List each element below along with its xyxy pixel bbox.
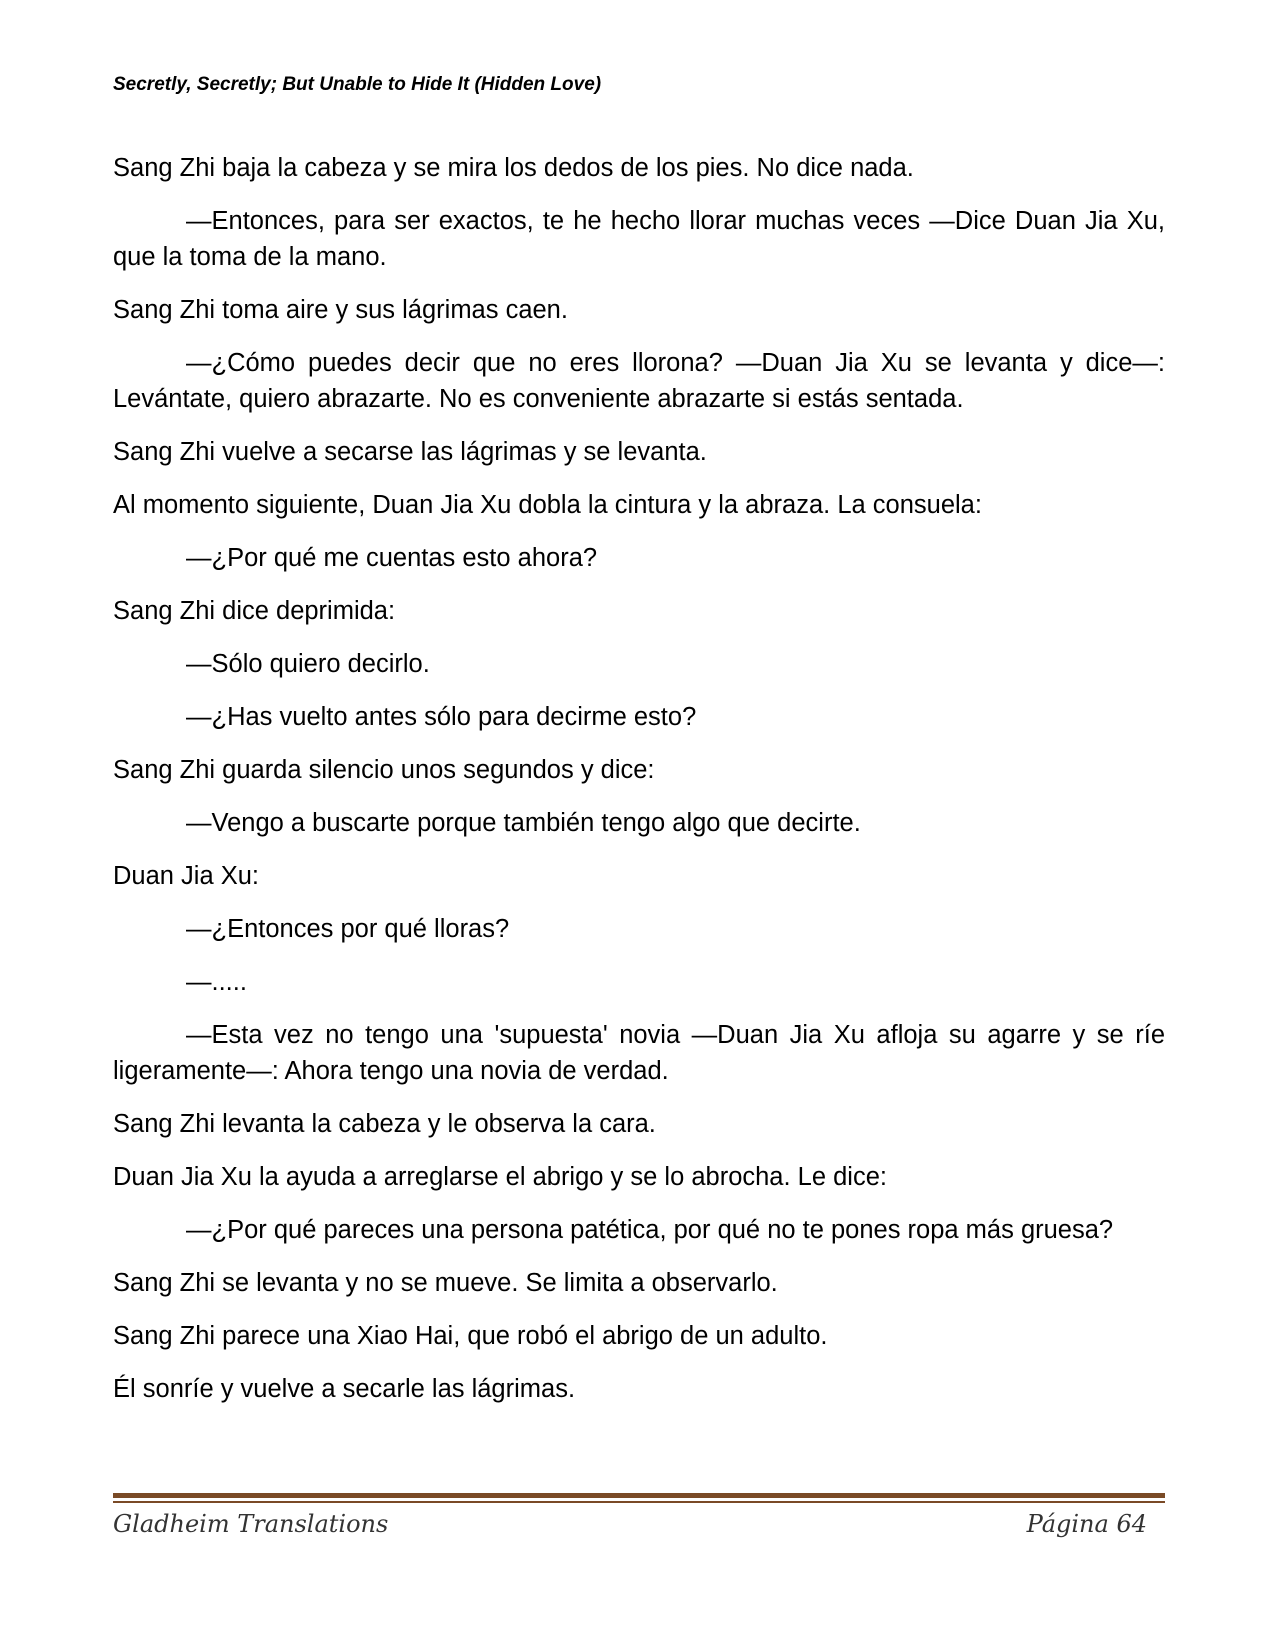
dialogue-paragraph: —¿Por qué me cuentas esto ahora? bbox=[186, 544, 598, 572]
footer-rule-thin bbox=[113, 1501, 1165, 1503]
narrative-paragraph: Sang Zhi levanta la cabeza y le observa la cara. bbox=[113, 1110, 656, 1138]
narrative-paragraph: Sang Zhi toma aire y sus lágrimas caen. bbox=[113, 296, 568, 324]
footer-page-number: Página 64 bbox=[1026, 1510, 1147, 1538]
footer-publisher: Gladheim Translations bbox=[113, 1510, 389, 1538]
dialogue-paragraph: —¿Entonces por qué lloras? bbox=[186, 915, 510, 943]
narrative-paragraph: Sang Zhi baja la cabeza y se mira los dedos de los pies. No dice nada. bbox=[113, 154, 914, 182]
dialogue-paragraph: —Vengo a buscarte porque también tengo algo que decirte. bbox=[186, 809, 861, 837]
narrative-paragraph: Duan Jia Xu la ayuda a arreglarse el abrigo y se lo abrocha. Le dice: bbox=[113, 1163, 887, 1191]
narrative-paragraph: Al momento siguiente, Duan Jia Xu dobla la cintura y la abraza. La consuela: bbox=[113, 491, 982, 519]
narrative-paragraph: Sang Zhi guarda silencio unos segundos y dice: bbox=[113, 756, 655, 784]
narrative-paragraph: Sang Zhi dice deprimida: bbox=[113, 597, 396, 625]
footer-rule-thick bbox=[113, 1493, 1165, 1498]
dialogue-paragraph: —¿Por qué pareces una persona patética, por qué no te pones ropa más gruesa? bbox=[186, 1216, 1114, 1244]
narrative-paragraph: Duan Jia Xu: bbox=[113, 862, 260, 890]
dialogue-paragraph: —..... bbox=[186, 968, 247, 996]
body-text bbox=[113, 150, 1165, 1424]
dialogue-paragraph: —Sólo quiero decirlo. bbox=[186, 650, 430, 678]
dialogue-paragraph: —¿Has vuelto antes sólo para decirme esto? bbox=[186, 703, 697, 731]
dialogue-paragraph: —Esta vez no tengo una 'supuesta' novia —Duan Jia Xu afloja su agarre y se ríe ligeramente—: Ahora tengo una novia de verdad. bbox=[113, 1021, 1165, 1085]
narrative-paragraph: Él sonríe y vuelve a secarle las lágrimas. bbox=[113, 1375, 576, 1403]
running-header: Secretly, Secretly; But Unable to Hide It (Hidden Love) bbox=[113, 74, 602, 95]
narrative-paragraph: Sang Zhi vuelve a secarse las lágrimas y se levanta. bbox=[113, 438, 707, 466]
narrative-paragraph: Sang Zhi se levanta y no se mueve. Se limita a observarlo. bbox=[113, 1269, 778, 1297]
dialogue-paragraph: —Entonces, para ser exactos, te he hecho llorar muchas veces —Dice Duan Jia Xu, que la toma de la mano. bbox=[113, 207, 1165, 271]
dialogue-paragraph: —¿Cómo puedes decir que no eres llorona? —Duan Jia Xu se levanta y dice—: Levántate, quiero abrazarte. No es conveniente abrazarte si estás sentada. bbox=[113, 349, 1165, 413]
narrative-paragraph: Sang Zhi parece una Xiao Hai, que robó el abrigo de un adulto. bbox=[113, 1322, 828, 1350]
